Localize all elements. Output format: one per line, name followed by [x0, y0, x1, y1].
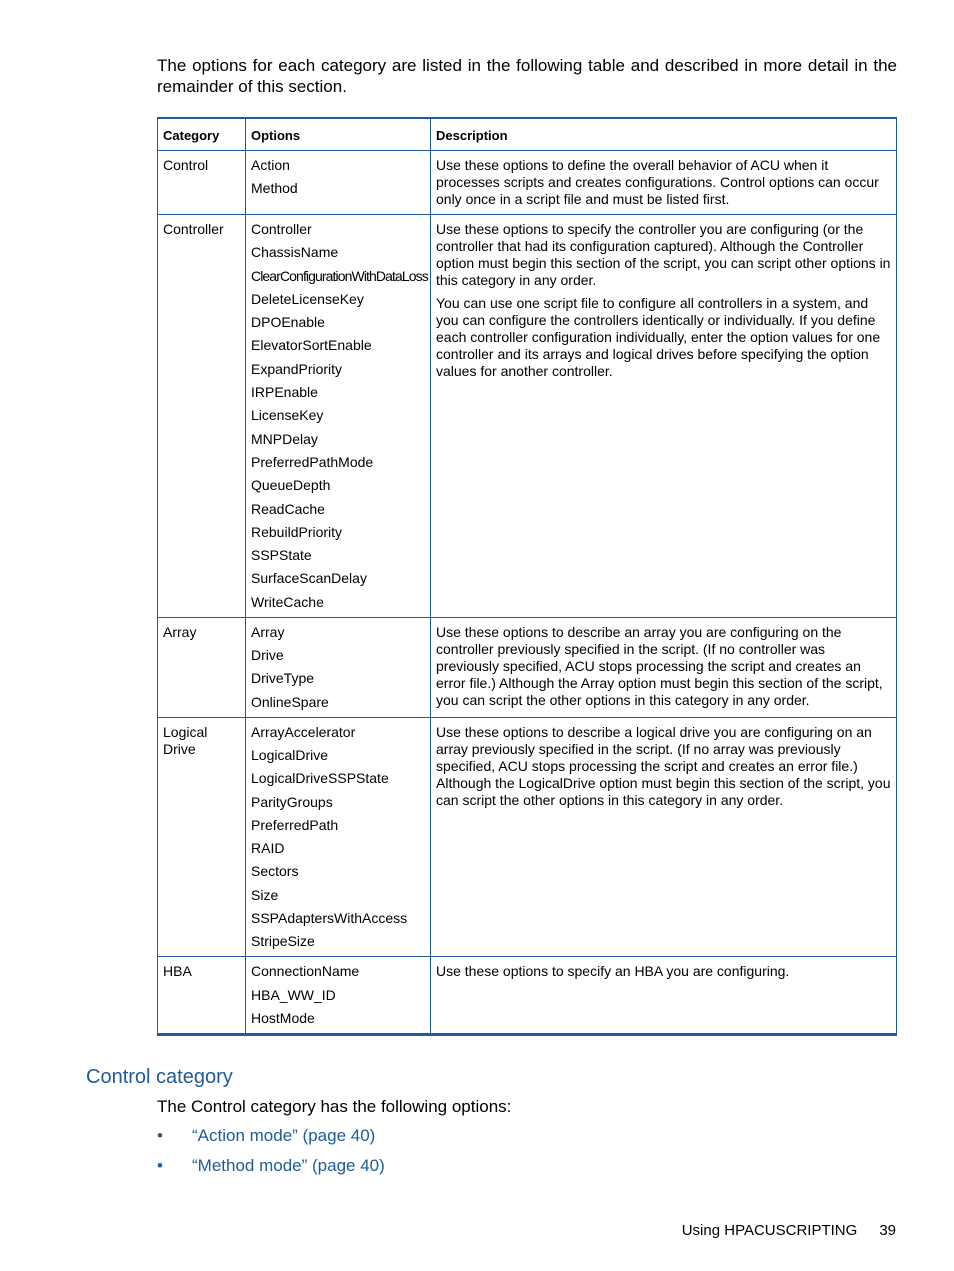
table-row	[158, 215, 897, 618]
link-method-mode[interactable]: “Method mode” (page 40)	[192, 1156, 385, 1175]
description-paragraph: Use these options to define the overall behavior of ACU when it processes scripts and creates configurations. Control options can occur only once in a script file and must be listed first.	[436, 157, 879, 207]
description-cell	[431, 957, 897, 1033]
options-cell	[246, 717, 431, 957]
options-cell	[246, 957, 431, 1033]
option-item: HBA_WW_ID	[251, 986, 336, 1003]
header-options: Options	[246, 119, 431, 151]
option-item: ConnectionName	[251, 963, 360, 980]
option-item: ChassisName	[251, 244, 339, 261]
page-footer	[682, 1222, 896, 1239]
option-item: MNPDelay	[251, 430, 318, 447]
option-item: DeleteLicenseKey	[251, 290, 364, 307]
option-item: SurfaceScanDelay	[251, 570, 367, 587]
option-item: LogicalDriveSSPState	[251, 770, 389, 787]
option-item: SSPState	[251, 547, 312, 564]
category-cell: Logical Drive	[158, 717, 246, 957]
description-paragraph: Use these options to describe a logical drive you are configuring on an array previously specified in the script. (If no array was previously specified, ACU stops processing the script and creates an error file.) Although the LogicalDrive option must begin this section of the script, you can script the other options in this category in any order.	[436, 723, 891, 808]
option-item: Size	[251, 886, 279, 903]
option-item: WriteCache	[251, 593, 324, 610]
option-item: Sectors	[251, 863, 299, 880]
options-cell	[246, 151, 431, 215]
category-cell: Controller	[158, 215, 246, 618]
category-cell: HBA	[158, 957, 246, 1033]
option-item: Controller	[251, 221, 312, 237]
option-item: OnlineSpare	[251, 693, 329, 710]
table-header-row	[158, 119, 897, 151]
option-item: Action	[251, 157, 290, 173]
header-description: Description	[431, 119, 897, 151]
description-cell	[431, 717, 897, 957]
options-cell	[246, 617, 431, 717]
option-item: RAID	[251, 840, 285, 857]
section-heading: Control category	[86, 1066, 233, 1088]
option-item: ArrayAccelerator	[251, 723, 356, 740]
page-number: 39	[879, 1222, 896, 1239]
description-paragraph: You can use one script file to configure all controllers in a system, and you can configure the controllers identically or individually. If you define each controller configuration individually, enter the option values for one controller and its arrays and logical drives before specifying the option values for another controller.	[436, 295, 881, 379]
description-paragraph: Use these options to specify the controller you are configuring (or the controller that had its configuration captured). Although the Controller option must begin this section of the script, you can script other options in this category in any order.	[436, 221, 891, 288]
cross-reference-list	[157, 1126, 385, 1186]
option-item: ClearConfigurationWithDataLoss	[251, 267, 428, 284]
option-item: RebuildPriority	[251, 523, 343, 540]
table-row	[158, 957, 897, 1033]
list-item	[157, 1156, 385, 1186]
section-intro: The Control category has the following options:	[157, 1097, 512, 1116]
option-item: PreferredPathMode	[251, 453, 374, 470]
table-row	[158, 717, 897, 957]
table-row	[158, 617, 897, 717]
bullet-icon: •	[157, 1156, 163, 1175]
options-cell	[246, 215, 431, 618]
link-action-mode[interactable]: “Action mode” (page 40)	[192, 1126, 376, 1145]
option-item: LogicalDrive	[251, 746, 329, 763]
option-item: Array	[251, 623, 285, 640]
list-item	[157, 1126, 385, 1156]
option-item: ElevatorSortEnable	[251, 337, 372, 354]
option-item: IRPEnable	[251, 384, 318, 401]
description-cell	[431, 151, 897, 215]
bullet-icon: •	[157, 1126, 163, 1145]
option-item: Drive	[251, 647, 284, 664]
description-paragraph: Use these options to specify an HBA you are configuring.	[436, 963, 790, 980]
option-item: DriveType	[251, 670, 315, 687]
option-item: ReadCache	[251, 500, 325, 517]
description-cell	[431, 215, 897, 618]
option-item: ParityGroups	[251, 793, 333, 810]
description-paragraph: Use these options to describe an array you are configuring on the controller previously specified in the script. (If no controller was previously specified, ACU stops processing the script and creates an error file.) Although the Array option must begin this section of the script, you can script the other options in this category in any order.	[436, 623, 883, 708]
option-item: Method	[251, 180, 298, 197]
option-item: SSPAdaptersWithAccess	[251, 910, 408, 927]
table-row	[158, 151, 897, 215]
option-item: HostMode	[251, 1009, 315, 1026]
option-item: StripeSize	[251, 933, 315, 950]
intro-paragraph: The options for each category are listed in the following table and described in more detail in the remainder of this section.	[157, 56, 897, 96]
options-table	[157, 117, 897, 1036]
option-item: QueueDepth	[251, 477, 331, 494]
header-category: Category	[158, 119, 246, 151]
description-cell	[431, 617, 897, 717]
option-item: LicenseKey	[251, 407, 324, 424]
footer-title: Using HPACUSCRIPTING	[681, 1222, 858, 1239]
option-item: PreferredPath	[251, 816, 339, 833]
option-item: DPOEnable	[251, 314, 325, 331]
category-cell: Control	[158, 151, 246, 215]
option-item: ExpandPriority	[251, 360, 343, 377]
category-cell: Array	[158, 617, 246, 717]
